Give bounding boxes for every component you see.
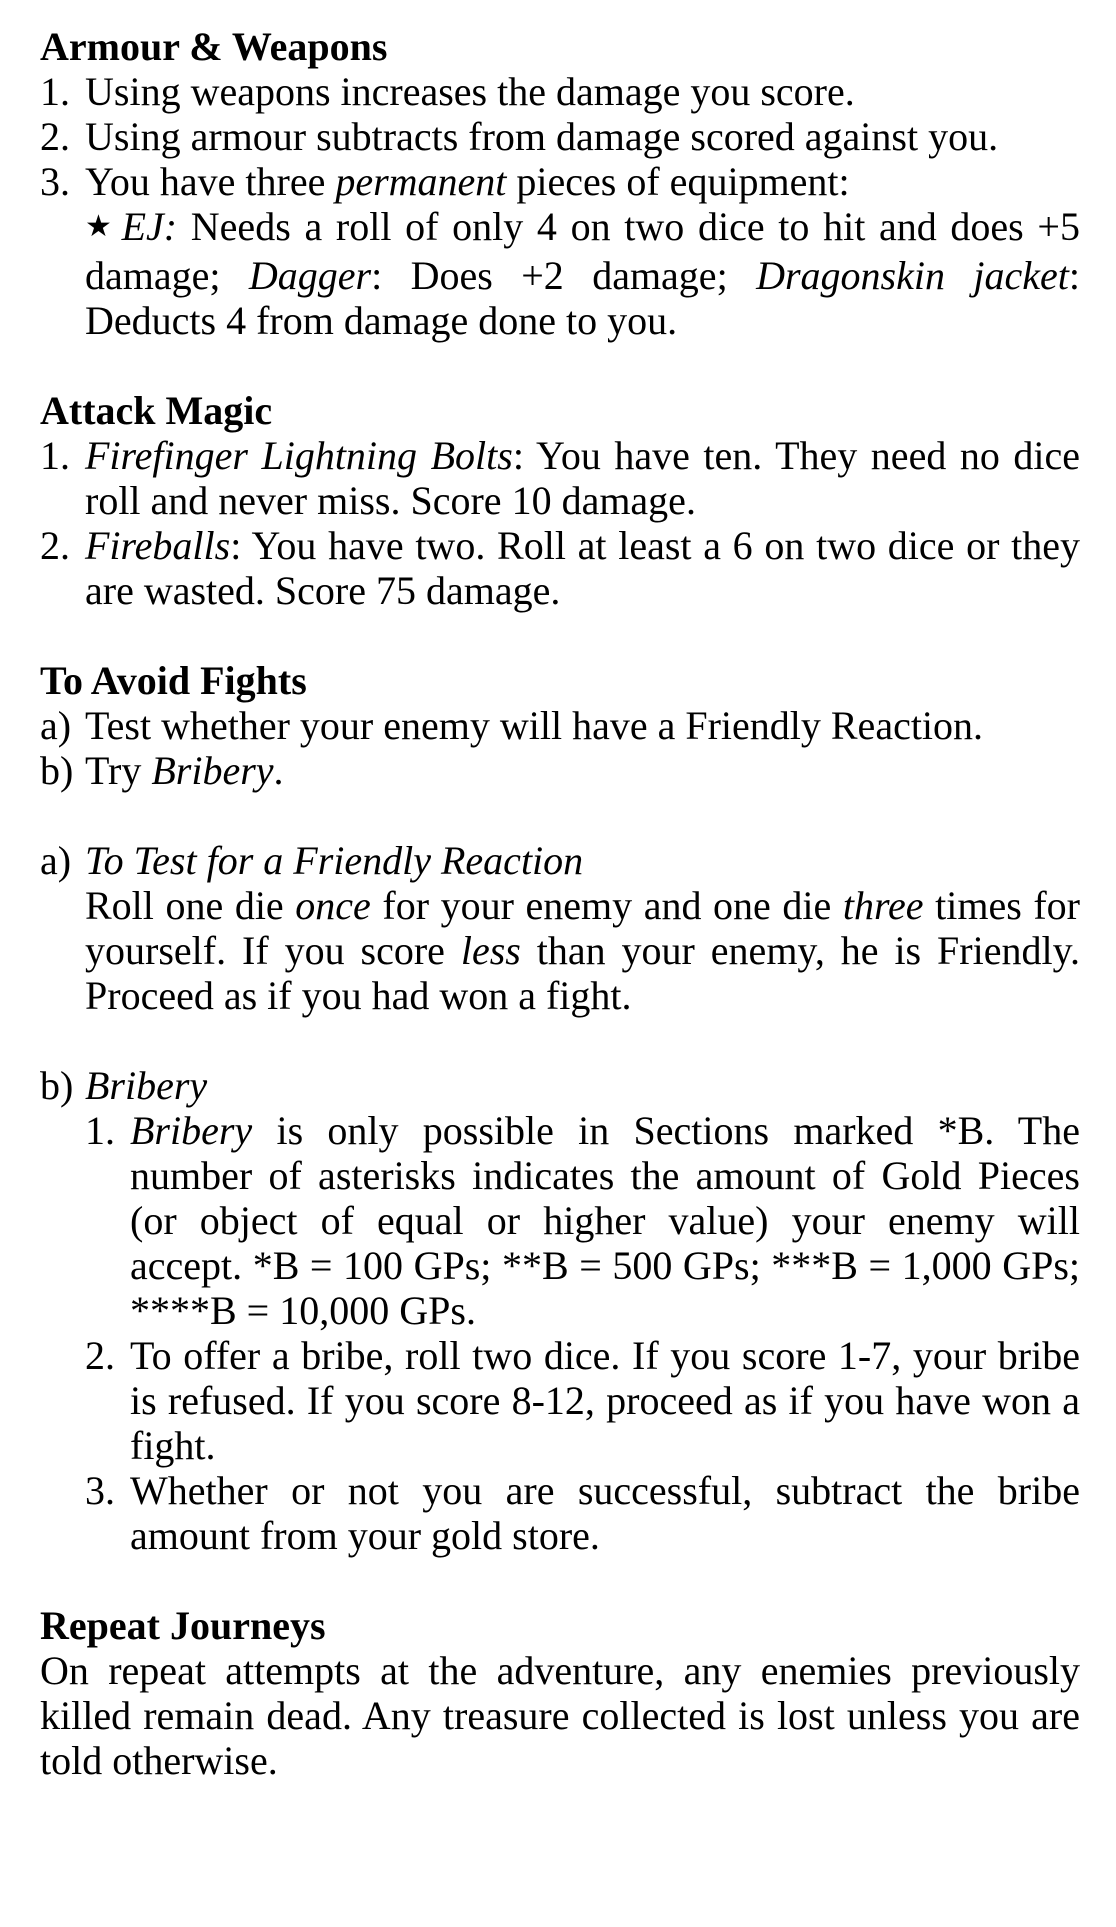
attack-magic-section — [40, 388, 1080, 613]
spell-name: Firefinger Lightning Bolts — [85, 433, 513, 478]
item-number: 2. — [40, 114, 70, 159]
bribery-item-3 — [85, 1468, 1080, 1558]
star-icon: ★ — [85, 210, 116, 243]
jacket-name: Dragonskin jacket — [756, 253, 1069, 298]
text-emphasis: three — [842, 883, 924, 928]
friendly-reaction-text — [40, 883, 1080, 1018]
repeat-journeys-heading: Repeat Journeys — [40, 1603, 326, 1648]
avoid-item-a — [40, 703, 1080, 748]
item-number: 1. — [85, 1108, 115, 1153]
armour-weapons-section — [40, 24, 1080, 343]
spacer — [40, 613, 1080, 658]
bribery-section — [40, 1063, 1080, 1558]
jacket-text: : Deducts 4 from damage done to you. — [85, 253, 1080, 343]
armour-item-3 — [40, 159, 1080, 343]
item-text-pre: Try — [85, 748, 152, 793]
armour-weapons-heading: Armour & Weapons — [40, 24, 388, 69]
equipment-description — [85, 204, 1080, 343]
item-text-pre: You have three — [85, 159, 336, 204]
spell-name: Fireballs — [85, 523, 231, 568]
item-number: 3. — [40, 159, 70, 204]
item-text: Test whether your enemy will have a Friendly Reaction. — [85, 703, 984, 748]
friendly-reaction-title-row — [40, 838, 1080, 883]
item-number: 2. — [40, 523, 70, 568]
repeat-journeys-text: On repeat attempts at the adventure, any enemies previously killed remain dead. Any treasure collected is lost unless you are told otherwise. — [40, 1648, 1080, 1783]
item-text-post: pieces of equipment: — [506, 159, 850, 204]
item-letter: a) — [40, 703, 72, 748]
spacer — [40, 343, 1080, 388]
avoid-item-b — [40, 748, 1080, 793]
bribery-item-1 — [85, 1108, 1080, 1333]
spacer — [40, 1018, 1080, 1063]
text-run: than your enemy, he is Friendly. Proceed as if you had won a fight. — [85, 928, 1080, 1018]
item-text-emphasis: Bribery — [151, 748, 274, 793]
spacer — [40, 793, 1080, 838]
item-text: To offer a bribe, roll two dice. If you score 1-7, your bribe is refused. If you score 8-12, proceed as if you have won a fight. — [130, 1333, 1080, 1468]
armour-item-1 — [40, 69, 1080, 114]
dagger-text: : Does +2 damage; — [371, 253, 757, 298]
avoid-fights-section — [40, 658, 1080, 793]
repeat-journeys-section — [40, 1603, 1080, 1783]
text-run: for your enemy and one die — [370, 883, 843, 928]
text-run: Roll one die — [85, 883, 296, 928]
item-number: 1. — [40, 69, 70, 114]
bribery-title-row — [40, 1063, 1080, 1108]
ej-text: Needs a roll of only 4 on two dice to hit and does +5 damage; — [85, 204, 1080, 298]
text-emphasis: less — [460, 928, 521, 973]
friendly-reaction-title: To Test for a Friendly Reaction — [85, 838, 584, 883]
spell-text: : You have ten. They need no dice roll and never miss. Score 10 damage. — [85, 433, 1080, 523]
item-text-emphasis: Bribery — [130, 1108, 253, 1153]
dagger-name: Dagger — [248, 253, 372, 298]
item-text: Using armour subtracts from damage scored against you. — [85, 114, 999, 159]
item-letter: b) — [40, 1063, 74, 1108]
item-text: Whether or not you are successful, subtract the bribe amount from your gold store. — [130, 1468, 1080, 1558]
item-number: 1. — [40, 433, 70, 478]
magic-item-1 — [40, 433, 1080, 523]
bribery-item-2 — [85, 1333, 1080, 1468]
spacer — [40, 1558, 1080, 1603]
magic-item-2 — [40, 523, 1080, 613]
ej-name: EJ: — [121, 204, 178, 249]
item-text-emphasis: permanent — [335, 159, 507, 204]
item-text-post: . — [273, 748, 284, 793]
item-letter: a) — [40, 838, 72, 883]
spell-text: : You have two. Roll at least a 6 on two dice or they are wasted. Score 75 damage. — [85, 523, 1080, 613]
text-emphasis: once — [295, 883, 371, 928]
item-text: Using weapons increases the damage you score. — [85, 69, 855, 114]
armour-item-2 — [40, 114, 1080, 159]
item-number: 2. — [85, 1333, 115, 1378]
rules-page — [40, 24, 1080, 1783]
avoid-fights-heading: To Avoid Fights — [40, 658, 307, 703]
text-run: times for yourself. If you score — [85, 883, 1080, 973]
bribery-title: Bribery — [85, 1063, 208, 1108]
bribery-list — [40, 1108, 1080, 1558]
item-text: is only possible in Sections marked *B. The number of asterisks indicates the amount of Gold Pieces (or object of equal or higher value) your enemy will accept. *B = 100 GPs; **B = 500 GPs; ***B = 1,000 GPs; ****B = 10,000 GPs. — [130, 1108, 1080, 1333]
friendly-reaction-section — [40, 838, 1080, 1018]
item-number: 3. — [85, 1468, 115, 1513]
attack-magic-heading: Attack Magic — [40, 388, 273, 433]
item-letter: b) — [40, 748, 74, 793]
